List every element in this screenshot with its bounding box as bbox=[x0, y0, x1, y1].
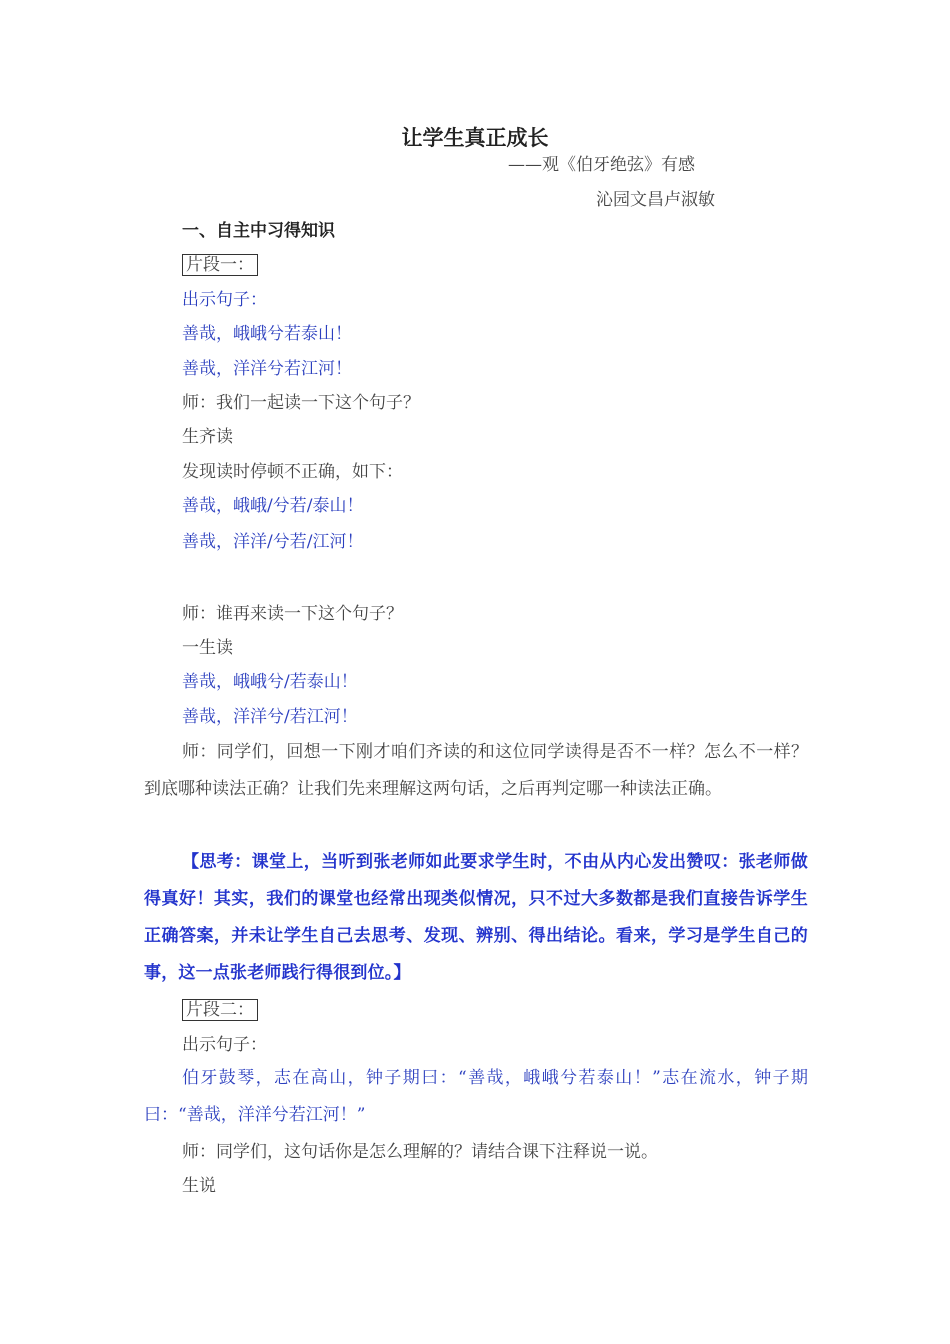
segment-one-label: 片段一： bbox=[182, 254, 258, 276]
reflection-paragraph: 【思考：课堂上，当听到张老师如此要求学生时，不由从内心发出赞叹：张老师做得真好！其实，我们的课堂也经常出现类似情况，只不过大多数都是我们直接告诉学生正确答案，并未让学生自己去思考、发现、辨别、得出结论。看来，学习是学生自己的事，这一点张老师践行得很到位。】 bbox=[144, 852, 808, 983]
text-line: 善哉，洋洋兮/若江河！ bbox=[182, 707, 358, 727]
text-line: 生说 bbox=[182, 1176, 216, 1196]
text-line: 生齐读 bbox=[182, 427, 233, 447]
document-subtitle: ——观《伯牙绝弦》有感 bbox=[508, 155, 695, 175]
section-heading: 一、自主中习得知识 bbox=[182, 221, 335, 241]
text-line: 发现读时停顿不正确，如下： bbox=[182, 462, 403, 482]
text-line: 一生读 bbox=[182, 638, 233, 658]
document-title: 让学生真正成长 bbox=[401, 126, 549, 150]
text-line: 师：同学们，这句话你是怎么理解的？请结合课下注释说一说。 bbox=[182, 1142, 658, 1162]
text-line: 善哉，峨峨兮若泰山！ bbox=[182, 324, 352, 344]
text-line: 师：谁再来读一下这个句子？ bbox=[182, 604, 403, 624]
document-author: 沁园文昌卢淑敏 bbox=[596, 190, 715, 210]
segment-label bbox=[182, 998, 258, 1022]
text-line: 善哉，洋洋兮若江河！ bbox=[182, 359, 352, 379]
text-line: 善哉，峨峨/兮若/泰山！ bbox=[182, 496, 364, 516]
text-line: 善哉，洋洋/兮若/江河！ bbox=[182, 532, 364, 552]
text-line: 出示句子： bbox=[182, 290, 267, 310]
paragraph: 师：同学们，回想一下刚才咱们齐读的和这位同学读得是否不一样？怎么不一样？到底哪种读法正确？让我们先来理解这两句话，之后再判定哪一种读法正确。 bbox=[144, 742, 808, 799]
segment-two-label: 片段二： bbox=[182, 999, 258, 1021]
segment-label bbox=[182, 253, 258, 277]
paragraph: 伯牙鼓琴，志在高山，钟子期曰：“善哉，峨峨兮若泰山！”志在流水，钟子期曰：“善哉，洋洋兮若江河！” bbox=[144, 1068, 808, 1125]
text-line: 师：我们一起读一下这个句子？ bbox=[182, 393, 420, 413]
text-line: 出示句子： bbox=[182, 1035, 267, 1055]
text-line: 善哉，峨峨兮/若泰山！ bbox=[182, 672, 358, 692]
